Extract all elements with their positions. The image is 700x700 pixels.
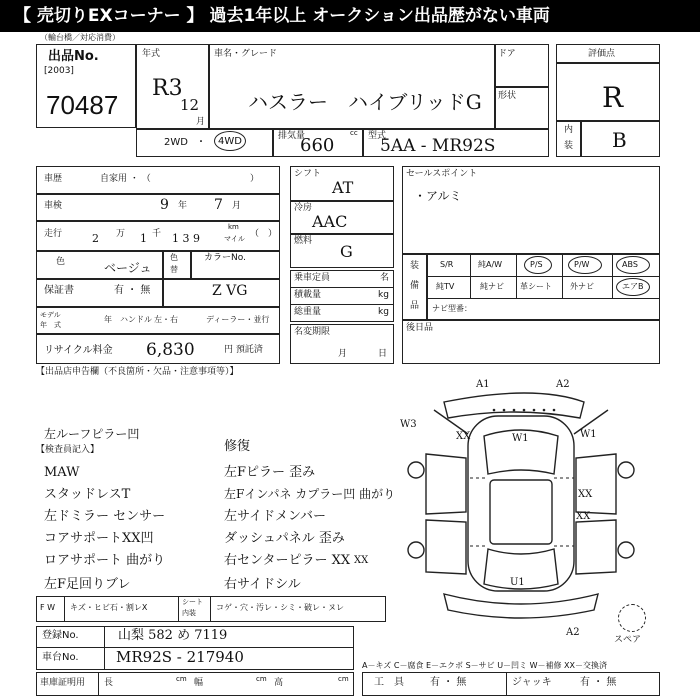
- sales-point-value: ・アルミ: [414, 189, 462, 203]
- equip-airbag: エアB: [622, 282, 644, 291]
- color-code-value: Z VG: [212, 283, 248, 299]
- year-label: 年式: [142, 49, 161, 59]
- equip-aw: 純A/W: [478, 260, 503, 269]
- month-value: 12: [180, 96, 200, 114]
- fw-options: キズ・ヒビ石・割レX: [70, 603, 148, 612]
- diagram-mark-u1: U1: [510, 577, 525, 588]
- equip-sr: S/R: [440, 260, 454, 269]
- diagram-mark-w3: W3: [400, 419, 417, 430]
- diagram-mark-xx-2: XX: [578, 489, 593, 500]
- month-unit: 月: [196, 117, 206, 127]
- inspection-left-5: ロアサポート 曲がり: [44, 553, 166, 568]
- chassis-label: 車台No.: [42, 652, 79, 663]
- mileage-man: 2: [92, 232, 99, 245]
- sales-point-label: セールスポイント: [406, 169, 478, 179]
- diagram-mark-xx-4: XX: [354, 555, 369, 566]
- equip-pw-circle: [568, 256, 602, 274]
- displacement-unit: cc: [350, 129, 358, 137]
- inspection-left-1: MAW: [44, 465, 80, 480]
- shaken-year: 9: [160, 197, 169, 213]
- equip-abs: ABS: [622, 260, 638, 269]
- subheader: （輸台橋／対応消費）: [40, 33, 120, 42]
- color-label: 色: [56, 257, 66, 267]
- model-value: 5AA - MR92S: [380, 136, 496, 156]
- lot-number: 70487: [46, 90, 119, 120]
- diagram-mark-xx-1: XX: [456, 431, 471, 442]
- equip-ps: P/S: [530, 260, 543, 269]
- diagram-mark-a1: A1: [476, 379, 490, 390]
- registration-label: 登録No.: [42, 630, 79, 641]
- inspection-left-2: スタッドレスT: [44, 487, 131, 502]
- inspection-left-4: コアサポートXX凹: [44, 531, 154, 546]
- equip-ps-circle: [524, 256, 552, 274]
- shaken-label: 車検: [44, 201, 63, 211]
- rating-label: 評価点: [588, 49, 616, 59]
- remarks-header: 【出品店申告欄（不良箇所・欠品・注意事項等）】: [36, 367, 239, 377]
- equip-leather: 革シート: [520, 282, 552, 291]
- damage-legend: A－キズ C－腐食 E－エクボ S－サビ U－凹ミ W－補修 XX－交換済: [362, 661, 608, 670]
- inspection-right-1: 左Fピラー 歪み: [224, 465, 316, 480]
- navi-model-label: ナビ型番：: [432, 304, 472, 313]
- shift-value: AT: [332, 178, 354, 197]
- diagram-mark-w1-roof: W1: [512, 433, 529, 444]
- interior-value: B: [612, 128, 627, 152]
- equip-airbag-circle: [616, 278, 650, 296]
- inspection-header: 【検査員記入】: [36, 445, 100, 455]
- equip-abs-circle: [616, 256, 650, 274]
- afterfit-label: 後日品: [406, 323, 434, 333]
- mileage-rest: 1 3 9: [172, 232, 200, 245]
- car-damage-diagram: [404, 374, 684, 644]
- drive-4wd: 4WD: [218, 136, 242, 147]
- diagram-mark-w1-right: W1: [580, 429, 597, 440]
- inspection-right-5: 右センターピラー XX: [224, 553, 351, 568]
- name-label: 車名・グレード: [214, 49, 278, 59]
- sales-point-box: [402, 166, 660, 254]
- spare-label: スペア: [614, 635, 642, 645]
- year-value: R3: [152, 76, 183, 101]
- aircon-value: AAC: [312, 212, 348, 231]
- shaken-month: 7: [214, 197, 223, 213]
- seat-options: コゲ・穴・汚レ・シミ・破レ・ヌレ: [216, 603, 344, 612]
- diagram-mark-a2: A2: [556, 379, 570, 390]
- lot-label: 出品No.: [48, 49, 99, 64]
- interior-label-2: 装: [564, 141, 574, 151]
- inspection-right-6: 右サイドシル: [224, 577, 301, 592]
- banner-title: 【 売切りEXコーナー 】 過去1年以上 オークション出品歴がない車両: [0, 0, 700, 32]
- warranty-label: 保証書: [44, 285, 74, 296]
- registration-value: 山梨 582 め 7119: [118, 628, 228, 643]
- inspection-left-3: 左ドミラー センサー: [44, 509, 166, 524]
- inspection-left-6: 左F足回りブレ: [44, 577, 131, 592]
- spare-tire-icon: [618, 604, 646, 632]
- lot-code: [2003]: [44, 66, 74, 76]
- equip-tv: 純TV: [436, 282, 455, 291]
- displacement-label: 排気量: [278, 131, 306, 141]
- afterfit-box: [402, 320, 660, 364]
- diagram-mark-xx-3: XX: [576, 511, 591, 522]
- color-value: ベージュ: [104, 261, 152, 275]
- equip-pw: P/W: [574, 260, 590, 269]
- color-code-label: カラーNo.: [204, 253, 246, 263]
- door-label: ドア: [498, 49, 516, 59]
- model-label: 型式: [368, 131, 387, 141]
- fuel-value: G: [340, 242, 353, 261]
- remarks-note: 左ルーフピラー凹: [44, 427, 140, 441]
- warranty-options: 有 ・ 無: [114, 285, 151, 296]
- history-options: 自家用 ・ （: [100, 174, 151, 184]
- inspection-right-4: ダッシュパネル 歪み: [224, 531, 345, 546]
- inspection-right-3: 左サイドメンバー: [224, 509, 327, 524]
- rating-value: R: [602, 81, 624, 114]
- mileage-sen: 1: [140, 232, 147, 245]
- inspection-right-head: 修復: [224, 439, 251, 454]
- equip-ext-navi: 外ナビ: [570, 282, 594, 291]
- equip-navi: 純ナビ: [480, 282, 504, 291]
- chassis-value: MR92S - 217940: [116, 648, 244, 666]
- drive-2wd: 2WD: [164, 137, 188, 148]
- mileage-label: 走行: [44, 229, 63, 239]
- history-label: 車歴: [44, 174, 63, 184]
- inspection-right-2: 左Fインパネ カプラー凹 曲がり: [224, 487, 396, 501]
- shape-label: 形状: [498, 91, 517, 101]
- displacement-value: 660: [300, 135, 335, 156]
- recycle-value: 6,830: [146, 340, 195, 360]
- name-value: ハスラー ハイブリッドG: [248, 90, 482, 114]
- interior-label-1: 内: [564, 125, 574, 135]
- recycle-label: リサイクル料金: [44, 345, 113, 356]
- diagram-mark-a2-rear: A2: [566, 627, 580, 638]
